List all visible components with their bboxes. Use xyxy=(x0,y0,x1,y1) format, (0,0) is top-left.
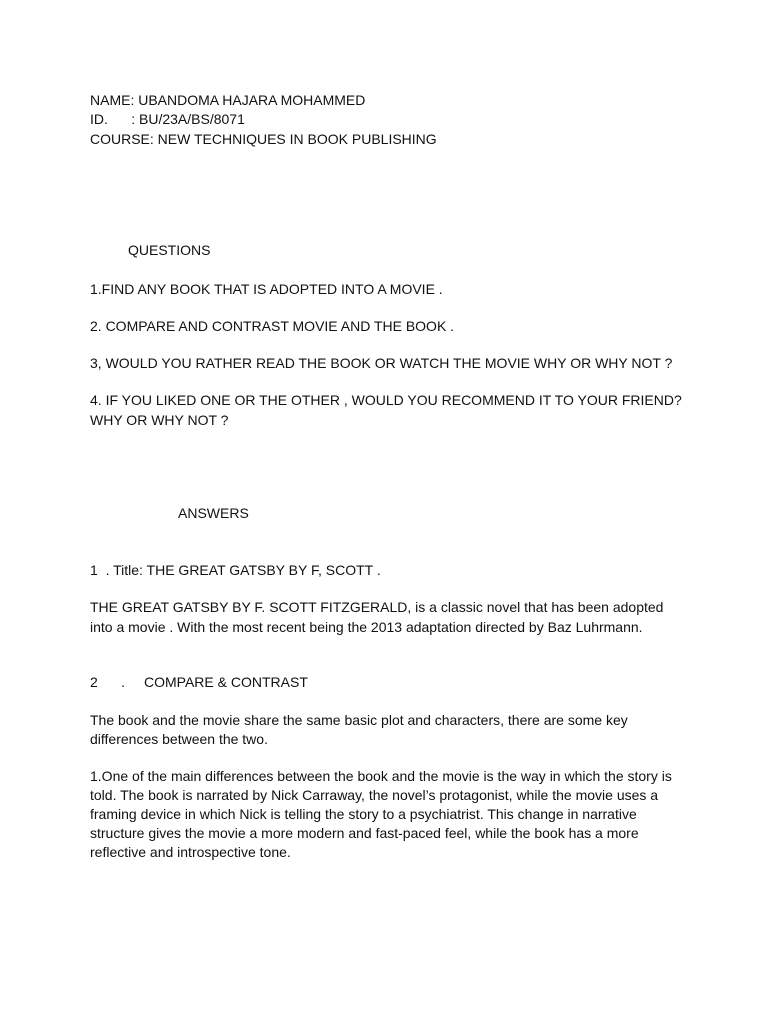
answer-2-paragraph-1-line-2: told. The book is narrated by Nick Carraway, the novel’s protagonist, while the movie uses a xyxy=(90,787,659,803)
question-1: 1.FIND ANY BOOK THAT IS ADOPTED INTO A MOVIE . xyxy=(90,281,443,297)
answer-1-body-line-2: into a movie . With the most recent being the 2013 adaptation directed by Baz Luhrmann. xyxy=(90,619,643,635)
answer-2-paragraph-1-line-4: structure gives the movie a more modern and fast-paced feel, while the book has a more xyxy=(90,825,639,841)
question-2: 2. COMPARE AND CONTRAST MOVIE AND THE BOOK . xyxy=(90,318,455,334)
question-3: 3, WOULD YOU RATHER READ THE BOOK OR WATCH THE MOVIE WHY OR WHY NOT ? xyxy=(90,355,673,371)
question-4-line-1: 4. IF YOU LIKED ONE OR THE OTHER , WOULD YOU RECOMMEND IT TO YOUR FRIEND? xyxy=(90,392,682,408)
answer-1-body-line-1: THE GREAT GATSBY BY F. SCOTT FITZGERALD, is a classic novel that has been adopted xyxy=(90,599,664,615)
student-name-line: NAME: UBANDOMA HAJARA MOHAMMED xyxy=(90,92,366,108)
answers-heading: ANSWERS xyxy=(178,505,249,521)
answer-2-number: 2 . xyxy=(90,674,126,690)
answer-2-intro-line-2: differences between the two. xyxy=(90,731,268,747)
answer-1-title: 1 . Title: THE GREAT GATSBY BY F, SCOTT . xyxy=(90,562,381,578)
course-line: COURSE: NEW TECHNIQUES IN BOOK PUBLISHING xyxy=(90,131,437,147)
answer-2-intro-line-1: The book and the movie share the same basic plot and characters, there are some key xyxy=(90,712,628,728)
answer-2-paragraph-1-line-1: 1.One of the main differences between the book and the movie is the way in which the story is xyxy=(90,768,672,784)
answer-2-paragraph-1-line-3: framing device in which Nick is telling the story to a psychiatrist. This change in narrative xyxy=(90,806,637,822)
question-4-line-2: WHY OR WHY NOT ? xyxy=(90,412,229,428)
questions-heading: QUESTIONS xyxy=(128,242,211,258)
answer-2-heading: COMPARE & CONTRAST xyxy=(144,674,308,690)
student-id-line: ID. : BU/23A/BS/8071 xyxy=(90,111,245,127)
answer-2-paragraph-1-line-5: reflective and introspective tone. xyxy=(90,844,291,860)
